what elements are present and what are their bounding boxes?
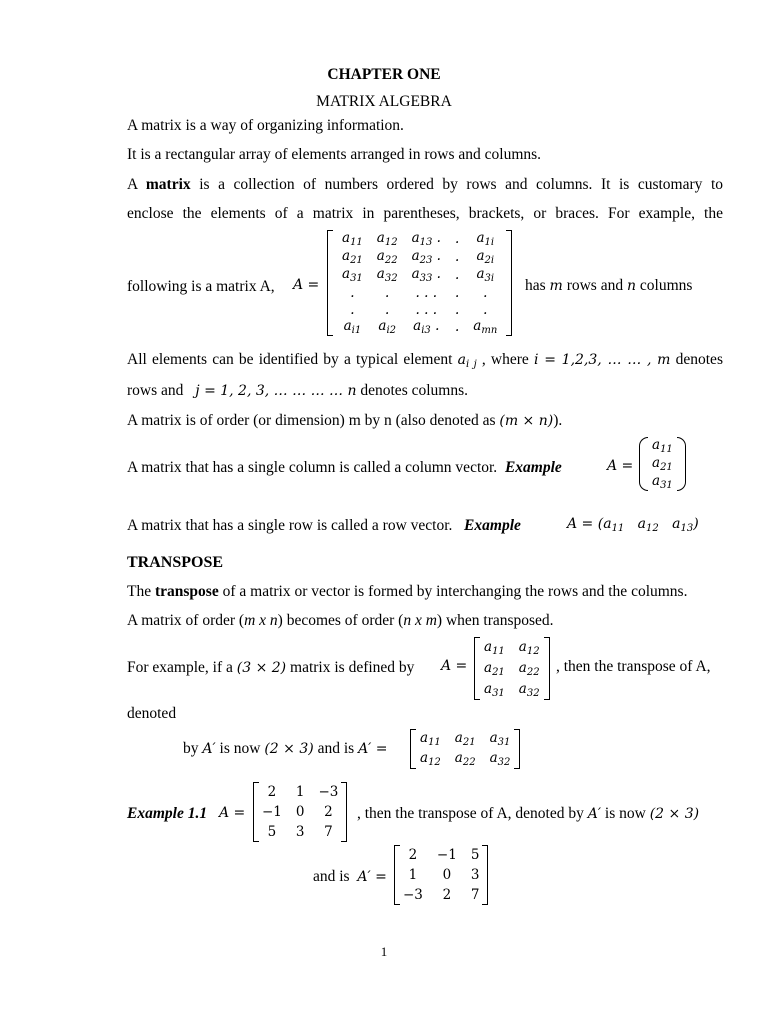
column-vector-label: A = [607,458,634,474]
matrix-cell: . [454,249,460,265]
matrix-cell: $a_{13}$ . [411,230,441,248]
matrix-row [396,865,486,885]
matrix-row [255,822,345,842]
matrix-cell: $a_{12}$ [376,230,398,248]
matrix-row [335,266,504,284]
bracket-left [474,637,480,700]
matrix-row [335,230,504,248]
matrix-cell: $a_{i3}$ . [413,318,440,336]
text: All elements can be identified by a typical element [127,351,458,368]
text: ) when transposed. [436,612,554,629]
matrix-cell: $a_{22}$ [454,750,476,768]
matrix-cell: . [483,301,488,318]
matrix-cell: 7 [324,824,333,840]
text: A [127,176,146,193]
matrix-cell: $a_{12}$ [518,638,540,657]
transpose-paragraph-3 [127,658,414,678]
text: ). [553,412,563,429]
bold-term: transpose [154,583,219,600]
bracket-left [394,845,400,905]
matrix-row [335,248,504,266]
matrix-cell: 2 [442,887,452,903]
paragraph-5 [127,411,723,431]
matrix-cell: $a_{22}$ [376,248,398,266]
matrix-row [335,284,504,301]
italic-order: m x n [244,612,278,629]
matrix-a-label: A = [441,658,468,674]
paragraph-3-line-3: following is a matrix A, [127,278,275,295]
text: a [457,352,466,368]
matrix-cell: . [454,301,460,318]
matrix-cell: $a_{i1}$ [343,318,362,336]
matrix-row [477,679,547,700]
matrix-cell: $a_{22}$ [518,659,540,678]
text: , where [476,351,534,368]
text: and is [313,740,359,757]
paragraph-1: A matrix is a way of organizing information. [127,117,404,134]
matrix-cell: $a_{1i}$ [476,230,495,248]
matrix-row [645,437,680,455]
text: is now [601,805,650,822]
matrix-cell: $a_{mn}$ [473,318,498,336]
paragraph-6 [127,458,562,478]
example-label: Example [464,517,521,534]
text: by [183,740,203,757]
bracket-right [514,729,520,769]
matrix-2x3 [410,729,520,769]
matrix-cell: 0 [442,867,452,883]
text: A matrix of order ( [127,612,245,629]
text: rows and [127,382,188,399]
matrix-row [255,802,345,822]
matrix-cell: $a_{11}$ [342,230,363,248]
text: A matrix that has a single row is called a row vector. [127,517,453,534]
matrix-cell: $a_{32}$ [518,680,540,699]
transpose-denoted: denoted [127,705,177,722]
paragraph-3-line-2: enclose the elements of a matrix in parentheses, brackets, or braces. For example, the [127,205,723,222]
bracket-right [482,845,488,905]
matrix-cell: $a_{21}$ [652,455,673,473]
paragraph-2: It is a rectangular array of elements arranged in rows and columns. [127,146,542,163]
matrix-cell: $a_{11}$ [420,730,441,748]
matrix-cell: $a_{32}$ [376,266,398,284]
element-symbol [458,352,477,368]
matrix-cell: −1 [436,847,457,863]
matrix-cell: $a_{11}$ [484,638,505,657]
matrix-cell: $a_{11}$ [652,437,673,455]
bracket-left [253,782,259,842]
paragraph-3-line-1 [127,175,723,195]
chapter-heading: CHAPTER ONE [327,66,441,83]
matrix-a-prime-label: A′ = [358,741,388,757]
matrix-cell: $a_{31}$ [342,266,363,284]
paren-left [639,437,648,491]
matrix-cell: −3 [403,887,423,903]
math-a-prime: A′ [587,806,602,822]
math-index-j: j = 1, 2, 3, … … … … n [195,383,357,399]
matrix-row [413,729,517,749]
math-order: (3 × 2) [236,660,287,676]
matrix-cell: 5 [470,847,480,863]
math-a-prime: A′ [202,741,216,757]
rows-columns-note [525,277,692,295]
page-number: 1 [380,944,388,959]
row-vector: $A = (a_{11}$ $a_{12}$ $a_{13}$) [567,516,699,534]
transpose-heading: TRANSPOSE [127,554,224,571]
matrix-cell: 1 [295,784,305,800]
text: A matrix that has a single column is called a column vector. [127,459,498,476]
text: columns [636,277,693,294]
bracket-left [410,729,416,769]
matrix-cell: 2 [267,784,277,800]
matrix-cell: 3 [470,867,480,883]
matrix-cell: $a_{21}$ [454,730,476,748]
matrix-row [413,749,517,769]
bracket-right [506,230,512,336]
text: is a collection of numbers ordered by rows and columns. It is customary to [190,176,723,193]
matrix-cell: 2 [324,804,333,820]
example-label: Example [504,459,562,476]
matrix-cell: $a_{33}$ . [411,266,441,284]
math-order: (2 × 3) [649,806,700,822]
subscript: i j [465,359,477,370]
example-transpose-matrix [394,845,488,905]
matrix-row [645,473,680,491]
matrix-row [396,885,486,905]
matrix-cell: $a_{21}$ [484,659,505,678]
matrix-row [335,318,504,336]
matrix-row [477,658,547,679]
matrix-cell: . [483,284,488,301]
matrix-a-label: A = [293,277,320,293]
column-vector [639,437,686,491]
matrix-cell: 1 [408,867,418,883]
matrix-row [255,782,345,802]
text: A matrix is of order (or dimension) m by n (also denoted as [127,412,500,429]
text: denotes columns. [356,382,468,399]
matrix-cell: $a_{31}$ [489,730,511,748]
matrix-cell: 5 [267,824,277,840]
matrix-cell: . [454,267,460,283]
math-n: n [626,278,637,294]
bold-term: matrix [145,176,191,193]
matrix-cell: $a_{31}$ [652,473,673,491]
text: matrix is defined by [286,659,415,676]
bracket-left [327,230,333,336]
example-matrix [253,782,347,842]
matrix-row [477,637,547,658]
example-1-1-label: Example 1.1 [127,805,208,822]
text: For example, if a [127,659,237,676]
paren-right [677,437,686,491]
matrix-row [335,301,504,318]
matrix-cell: $a_{23}$ . [411,248,441,266]
text: ) becomes of order ( [277,612,404,629]
text: , then the transpose of A, denoted by [357,805,588,822]
matrix-row [645,455,680,473]
matrix-cell: $a_{21}$ [342,248,363,266]
matrix-cell: . [454,231,460,247]
matrix-cell: 2 [408,847,418,863]
matrix-cell: . . . [415,301,438,318]
matrix-cell: . . . [415,284,438,301]
matrix-cell: . [350,301,355,318]
matrix-cell: $a_{2i}$ [476,248,495,266]
matrix-cell: 3 [295,824,305,840]
transpose-paragraph-3-end: , then the transpose of A, [556,658,711,675]
matrix-cell: . [454,284,460,301]
paragraph-4-line-2 [127,381,723,401]
chapter-subtitle: MATRIX ALGEBRA [316,93,452,110]
matrix-cell: . [454,319,460,335]
matrix-cell: . [385,301,390,318]
text: is now [215,740,265,757]
matrix-cell: −3 [318,784,339,800]
matrix-cell: $a_{32}$ [489,750,511,768]
example-1-1-text [357,805,699,823]
matrix-cell: −1 [262,804,282,820]
text: rows and [562,277,627,294]
example-transpose-line [313,868,387,886]
matrix-cell: . [385,284,390,301]
matrix-row [396,845,486,865]
bracket-right [341,782,347,842]
matrix-3x2 [474,637,550,700]
paragraph-7 [127,516,521,536]
matrix-cell: $a_{12}$ [420,750,441,768]
transpose-paragraph-1 [127,582,723,602]
text: and is [313,868,350,885]
matrix-cell: $a_{31}$ [484,680,505,699]
math-order: (2 × 3) [264,741,314,757]
text: of a matrix or vector is formed by interchanging the rows and the columns. [218,583,688,600]
math-index-i: i = 1,2,3, … … , m [533,352,671,368]
paragraph-4-line-1 [127,350,723,375]
transpose-paragraph-5 [183,740,388,758]
italic-order: n x m [403,612,437,629]
text: has [525,277,550,294]
text: denotes [670,351,723,368]
matrix-cell: 0 [295,804,305,820]
bracket-right [544,637,550,700]
transpose-paragraph-2 [127,611,723,631]
matrix-cell: $a_{3i}$ [476,266,495,284]
matrix-cell: . [350,284,355,301]
matrix-cell: $a_{i2}$ [378,318,396,336]
example-matrix-label: A = [219,805,246,821]
general-matrix [327,230,512,336]
matrix-a-prime-label: A′ = [357,869,387,885]
math-m: m [549,278,563,294]
text: The [127,583,155,600]
matrix-cell: 7 [470,887,480,903]
math-order: (m × n) [499,413,554,429]
